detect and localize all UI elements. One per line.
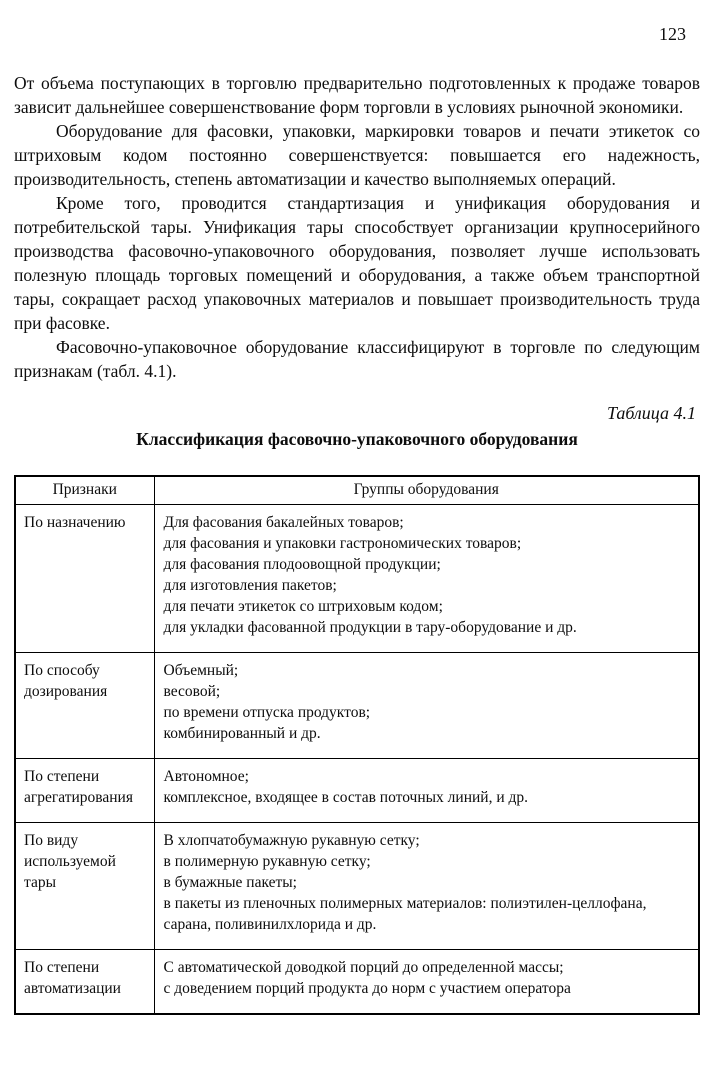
group-line: комплексное, входящее в состав поточных линий, и др. xyxy=(163,789,529,806)
group-line: для печати этикеток со штриховым кодом; xyxy=(163,598,443,615)
paragraph: От объема поступающих в торговлю предварительно подготовленных к продаже товаров зависит дальнейшее совершенствование форм торговли в условиях рыночной экономики. xyxy=(14,73,700,117)
table-row xyxy=(15,823,699,950)
table-header xyxy=(15,476,699,505)
group-line: с доведением порций продукта до норм с участием оператора xyxy=(163,980,571,997)
page-number: 123 xyxy=(659,24,686,44)
feature-cell: По виду используемой тары xyxy=(15,823,154,950)
group-line: по времени отпуска продуктов; xyxy=(163,704,371,721)
column-header-groups: Группы оборудования xyxy=(154,476,699,505)
group-line: Объемный; xyxy=(163,662,239,679)
table-body xyxy=(15,505,699,1015)
group-line: для фасования и упаковки гастрономических товаров; xyxy=(163,535,522,552)
table-row xyxy=(15,653,699,759)
group-line: в пакеты из пленочных полимерных материалов: полиэтилен-целлофана, сарана, поливинилхлорида и др. xyxy=(163,895,647,933)
feature-cell: По степени автоматизации xyxy=(15,950,154,1015)
group-line: в бумажные пакеты; xyxy=(163,874,297,891)
feature-cell: По назначению xyxy=(15,505,154,653)
paragraph: Кроме того, проводится стандартизация и унификация оборудования и потребительской тары. Унификация тары способствует организации крупносерийного производства фасовочно-упаковочного оборудования, позволяет лучше использовать полезную площадь торговых помещений и оборудования, а также объем транспортной тары, сокращает расход упаковочных материалов и повышает производительность труда при фасовке. xyxy=(14,193,700,333)
group-line: в полимерную рукавную сетку; xyxy=(163,853,371,870)
groups-cell xyxy=(154,653,699,759)
group-line: весовой; xyxy=(163,683,221,700)
group-line: для изготовления пакетов; xyxy=(163,577,337,594)
paragraph: Оборудование для фасовки, упаковки, маркировки товаров и печати этикеток со штриховым кодом постоянно совершенствуется: повышается его надежность, производительность, степень автоматизации и качество выполняемых операций. xyxy=(14,121,700,189)
group-line: комбинированный и др. xyxy=(163,725,321,742)
groups-cell xyxy=(154,759,699,823)
groups-cell xyxy=(154,950,699,1015)
table-header-row xyxy=(15,476,699,505)
paragraph: Фасовочно-упаковочное оборудование классифицируют в торговле по следующим признакам (табл. 4.1). xyxy=(14,337,700,381)
body-text xyxy=(14,71,700,383)
group-line: для укладки фасованной продукции в тару-оборудование и др. xyxy=(163,619,577,636)
feature-cell: По способу дозирования xyxy=(15,653,154,759)
table-row xyxy=(15,759,699,823)
group-line: для фасования плодоовощной продукции; xyxy=(163,556,441,573)
group-line: С автоматической доводкой порций до определенной массы; xyxy=(163,959,564,976)
groups-cell xyxy=(154,505,699,653)
table-row xyxy=(15,950,699,1015)
group-line: В хлопчатобумажную рукавную сетку; xyxy=(163,832,420,849)
classification-table xyxy=(14,475,700,1015)
group-line: Для фасования бакалейных товаров; xyxy=(163,514,404,531)
table-caption: Таблица 4.1 xyxy=(606,403,696,423)
table-row xyxy=(15,505,699,653)
column-header-features: Признаки xyxy=(15,476,154,505)
groups-cell xyxy=(154,823,699,950)
feature-cell: По степени агрегатирования xyxy=(15,759,154,823)
group-line: Автономное; xyxy=(163,768,249,785)
table-title: Классификация фасовочно-упаковочного оборудования xyxy=(136,429,578,449)
